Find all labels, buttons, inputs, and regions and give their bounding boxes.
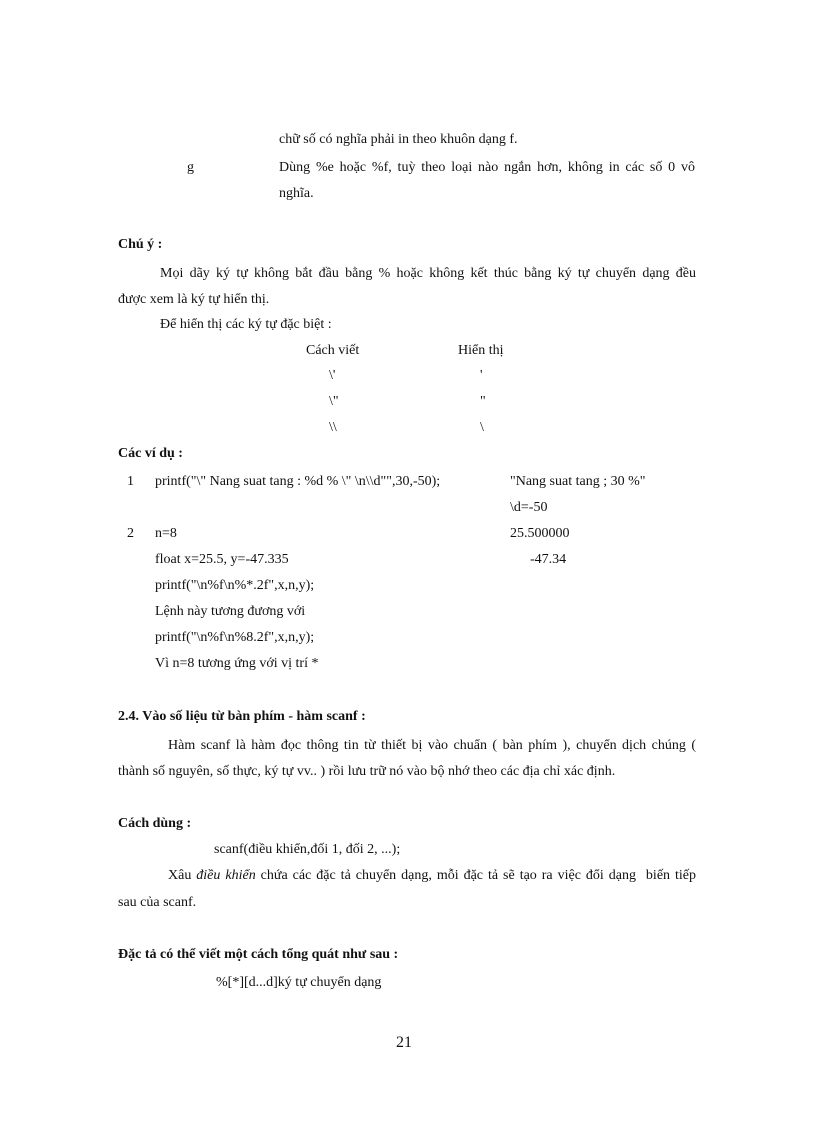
escape-display: ' — [480, 368, 483, 383]
example-2-output-line-2: -47.34 — [530, 552, 567, 567]
note-paragraph-line-2: được xem là ký tự hiển thị. — [118, 292, 270, 307]
usage-paragraph-line-2: sau của scanf. — [118, 895, 197, 910]
usage-para-emphasis: điều khiển — [196, 868, 256, 883]
usage-para-post: chứa các đặc tả chuyển dạng, mỗi đặc tả sẽ tạo ra việc đổi dạng biến tiếp — [255, 868, 696, 883]
usage-para-pre: Xâu — [168, 868, 197, 883]
escape-display: \ — [480, 420, 484, 435]
example-2-output-line-1: 25.500000 — [510, 526, 570, 541]
example-1-output-line-2: \d=-50 — [510, 500, 548, 515]
example-2-number: 2 — [127, 526, 134, 541]
page-number: 21 — [396, 1034, 412, 1051]
usage-syntax: scanf(điều khiển,đối 1, đối 2, ...); — [214, 842, 401, 857]
example-2-code-line: Vì n=8 tương ứng với vị trí * — [155, 656, 319, 671]
note-paragraph-2: Để hiển thị các ký tự đặc biệt : — [160, 317, 332, 332]
spec-heading: Đặc tả có thể viết một cách tổng quát như sau : — [118, 947, 399, 962]
section-paragraph-line-2: thành số nguyên, số thực, ký tự vv.. ) rồi lưu trữ nó vào bộ nhớ theo các địa chỉ xác định. — [118, 764, 616, 779]
format-g-description-line-2: nghĩa. — [279, 186, 314, 201]
escape-write: \\ — [329, 420, 337, 435]
escape-write: \' — [329, 368, 336, 383]
escape-write: \" — [329, 394, 339, 409]
example-2-code-line: Lệnh này tương đương với — [155, 604, 306, 619]
note-paragraph-line-1: Mọi dãy ký tự không bắt đầu bằng % hoặc không kết thúc bằng ký tự chuyển dạng đều — [160, 266, 696, 281]
example-2-code-line: printf("\n%f\n%8.2f",x,n,y); — [155, 630, 315, 645]
format-g-description-line-1: Dùng %e hoặc %f, tuỳ theo loại nào ngắn hơn, không in các số 0 vô — [279, 160, 695, 175]
section-paragraph-line-1: Hàm scanf là hàm đọc thông tin từ thiết bị vào chuẩn ( bàn phím ), chuyển dịch chúng ( — [168, 738, 696, 753]
example-2-code-line: n=8 — [155, 526, 177, 541]
usage-heading: Cách dùng : — [118, 816, 192, 831]
spec-format: %[*][d...d]ký tự chuyển dạng — [216, 975, 382, 990]
examples-heading: Các ví dụ : — [118, 446, 183, 461]
example-2-code-line: printf("\n%f\n%*.2f",x,n,y); — [155, 578, 315, 593]
note-heading: Chú ý : — [118, 237, 163, 252]
usage-paragraph-line-1 — [168, 867, 696, 885]
escape-col-display: Hiển thị — [458, 343, 504, 358]
example-2-code-line: float x=25.5, y=-47.335 — [155, 552, 289, 567]
example-1-output-line-1: "Nang suat tang ; 30 %" — [510, 474, 646, 489]
example-1-number: 1 — [127, 474, 134, 489]
escape-display: " — [480, 394, 486, 409]
format-g-code: g — [187, 160, 194, 175]
format-f-continuation: chữ số có nghĩa phải in theo khuôn dạng f. — [279, 132, 518, 147]
section-heading: 2.4. Vào số liệu từ bàn phím - hàm scanf : — [118, 709, 366, 724]
example-1-code: printf("\" Nang suat tang : %d % \" \n\\d"",30,-50); — [155, 474, 441, 489]
escape-col-write: Cách viết — [306, 343, 360, 358]
